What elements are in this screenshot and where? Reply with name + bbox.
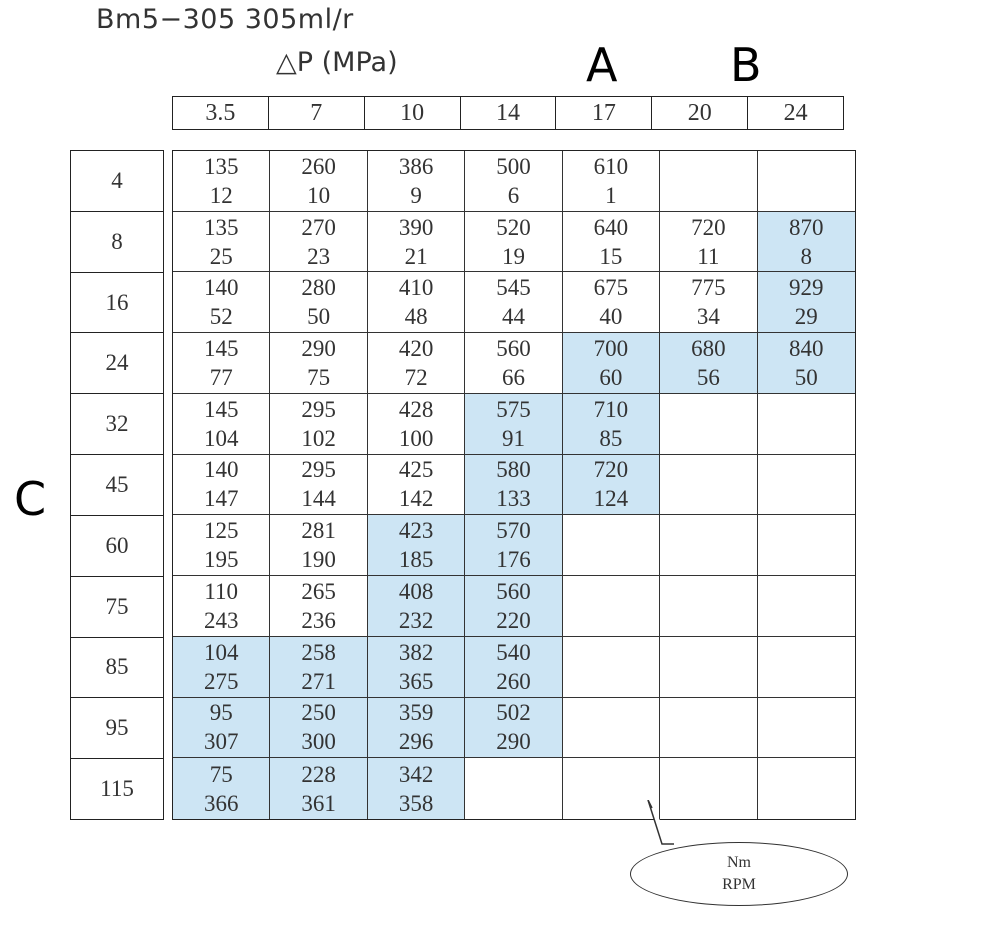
flow-header-cell: 24: [71, 332, 163, 393]
table-cell: [660, 515, 757, 576]
table-cell: [368, 333, 465, 394]
table-cell: [465, 576, 562, 637]
pressure-delta-label: △P (MPa): [276, 47, 398, 78]
table-cell: [173, 272, 270, 333]
table-cell: [563, 576, 660, 637]
table-cell: [368, 394, 465, 455]
speed-value: 85: [599, 425, 623, 451]
torque-value: 140: [203, 457, 239, 483]
speed-value: 365: [398, 668, 434, 694]
torque-value: 290: [301, 336, 336, 362]
table-cell: [173, 151, 270, 212]
table-cell: [270, 576, 367, 637]
torque-value: 720: [593, 457, 629, 483]
table-cell: [660, 212, 757, 273]
torque-value: 135: [203, 153, 239, 179]
table-cell: [660, 698, 757, 759]
marker-a: A: [586, 38, 618, 92]
table-cell: [465, 151, 562, 212]
table-cell: [270, 698, 367, 759]
torque-value: 140: [203, 275, 239, 301]
speed-value: 91: [501, 425, 525, 451]
speed-value: 60: [599, 365, 623, 391]
flow-header-cell: 16: [71, 272, 163, 333]
speed-value: 300: [301, 729, 336, 755]
speed-value: 50: [307, 304, 331, 330]
table-cell: [465, 455, 562, 516]
speed-value: 52: [209, 304, 233, 330]
torque-value: 520: [496, 214, 531, 240]
speed-value: 271: [301, 668, 336, 694]
table-cell: [368, 758, 465, 819]
speed-value: 40: [599, 304, 623, 330]
table-cell: [173, 758, 270, 819]
flow-header-cell: 75: [71, 576, 163, 637]
units-callout: [630, 842, 848, 906]
speed-value: 260: [496, 668, 531, 694]
table-cell: [368, 698, 465, 759]
speed-value: 361: [301, 790, 336, 816]
torque-value: 420: [398, 336, 434, 362]
speed-value: 48: [404, 304, 428, 330]
model-title: Bm5−305 305ml/r: [96, 4, 354, 35]
table-cell: [270, 272, 367, 333]
table-cell: [563, 333, 660, 394]
speed-value: 104: [203, 425, 239, 451]
torque-value: 675: [593, 275, 629, 301]
speed-value: 133: [496, 486, 531, 512]
torque-value: 260: [301, 153, 336, 179]
table-cell: [270, 455, 367, 516]
speed-value: 307: [203, 729, 239, 755]
torque-value: 250: [301, 700, 336, 726]
table-cell: [173, 637, 270, 698]
table-cell: [368, 151, 465, 212]
torque-value: 540: [496, 639, 531, 665]
flow-header-cell: 85: [71, 637, 163, 698]
speed-value: 66: [501, 365, 525, 391]
table-cell: [660, 333, 757, 394]
torque-value: 570: [496, 518, 531, 544]
pressure-header-cell: 20: [651, 97, 747, 129]
table-cell: [758, 758, 855, 819]
torque-value: 610: [593, 153, 629, 179]
table-cell: [758, 272, 855, 333]
table-cell: [368, 576, 465, 637]
units-torque: Nm: [727, 854, 751, 871]
table-cell: [758, 151, 855, 212]
table-cell: [758, 212, 855, 273]
torque-value: 710: [593, 396, 629, 422]
table-cell: [173, 212, 270, 273]
table-cell: [660, 394, 757, 455]
speed-value: 124: [593, 486, 629, 512]
torque-value: 423: [398, 518, 434, 544]
table-cell: [173, 333, 270, 394]
table-cell: [758, 333, 855, 394]
torque-value: 295: [301, 457, 336, 483]
table-cell: [563, 212, 660, 273]
torque-value: 425: [398, 457, 434, 483]
speed-value: 11: [697, 243, 720, 269]
table-cell: [173, 455, 270, 516]
table-cell: [563, 272, 660, 333]
speed-value: 243: [203, 607, 239, 633]
table-cell: [465, 698, 562, 759]
table-cell: [660, 637, 757, 698]
table-cell: [758, 455, 855, 516]
table-cell: [270, 394, 367, 455]
speed-value: 44: [501, 304, 525, 330]
table-cell: [270, 637, 367, 698]
speed-value: 9: [410, 182, 422, 208]
torque-value: 700: [593, 336, 629, 362]
speed-value: 77: [209, 365, 233, 391]
torque-value: 386: [398, 153, 434, 179]
speed-value: 102: [301, 425, 336, 451]
speed-value: 366: [203, 790, 239, 816]
torque-value: 135: [203, 214, 239, 240]
speed-value: 195: [203, 547, 239, 573]
table-cell: [563, 151, 660, 212]
table-cell: [368, 272, 465, 333]
table-cell: [758, 637, 855, 698]
speed-value: 142: [398, 486, 434, 512]
speed-value: 176: [496, 547, 531, 573]
pressure-header-cell: 7: [268, 97, 364, 129]
speed-value: 25: [209, 243, 233, 269]
speed-value: 232: [398, 607, 434, 633]
table-cell: [270, 515, 367, 576]
speed-value: 34: [696, 304, 720, 330]
table-cell: [465, 272, 562, 333]
flow-header-cell: 95: [71, 697, 163, 758]
torque-value: 580: [496, 457, 531, 483]
table-cell: [173, 515, 270, 576]
table-cell: [173, 394, 270, 455]
flow-header-cell: 8: [71, 211, 163, 272]
table-cell: [368, 455, 465, 516]
speed-value: 12: [209, 182, 233, 208]
table-cell: [173, 698, 270, 759]
speed-value: 50: [794, 365, 818, 391]
torque-value: 775: [691, 275, 726, 301]
table-cell: [465, 333, 562, 394]
speed-value: 220: [496, 607, 531, 633]
table-cell: [465, 212, 562, 273]
speed-value: 358: [398, 790, 434, 816]
torque-value: 104: [203, 639, 239, 665]
speed-value: 1: [605, 182, 617, 208]
flow-header-cell: 32: [71, 393, 163, 454]
table-cell: [270, 212, 367, 273]
table-cell: [368, 637, 465, 698]
speed-value: 100: [398, 425, 434, 451]
table-cell: [270, 151, 367, 212]
torque-value: 145: [203, 336, 239, 362]
torque-value: 228: [301, 761, 336, 787]
table-cell: [173, 576, 270, 637]
speed-value: 29: [794, 304, 818, 330]
pressure-header-cell: 10: [364, 97, 460, 129]
pressure-header-cell: 14: [460, 97, 556, 129]
speed-value: 147: [203, 486, 239, 512]
table-cell: [758, 515, 855, 576]
flow-header-cell: 115: [71, 758, 163, 819]
speed-value: 75: [307, 365, 331, 391]
torque-value: 575: [496, 396, 531, 422]
table-cell: [270, 758, 367, 819]
speed-value: 296: [398, 729, 434, 755]
torque-value: 560: [496, 578, 531, 604]
speed-value: 8: [800, 243, 813, 269]
speed-value: 144: [301, 486, 336, 512]
torque-value: 295: [301, 396, 336, 422]
table-cell: [563, 455, 660, 516]
torque-value: 382: [398, 639, 434, 665]
speed-value: 236: [301, 607, 336, 633]
torque-value: 265: [301, 578, 336, 604]
torque-value: 125: [203, 518, 239, 544]
torque-value: 502: [496, 700, 531, 726]
table-cell: [758, 576, 855, 637]
torque-value: 359: [398, 700, 434, 726]
torque-value: 870: [789, 214, 824, 240]
torque-value: 270: [301, 214, 336, 240]
pressure-header-cell: 3.5: [205, 99, 236, 126]
torque-value: 680: [691, 336, 726, 362]
torque-value: 640: [593, 214, 629, 240]
table-cell: [660, 576, 757, 637]
speed-value: 185: [398, 547, 434, 573]
torque-speed-grid: [172, 150, 856, 820]
torque-value: 929: [789, 275, 824, 301]
units-speed: RPM: [722, 876, 756, 893]
torque-value: 95: [209, 700, 233, 726]
torque-value: 500: [496, 153, 531, 179]
torque-value: 720: [691, 214, 726, 240]
torque-value: 408: [398, 578, 434, 604]
table-cell: [563, 698, 660, 759]
flow-header-cell: 4: [111, 167, 123, 193]
speed-value: 19: [501, 243, 525, 269]
speed-value: 56: [696, 365, 720, 391]
table-cell: [465, 515, 562, 576]
torque-value: 280: [301, 275, 336, 301]
table-cell: [563, 637, 660, 698]
table-cell: [465, 394, 562, 455]
pressure-header-cell: 24: [747, 97, 843, 129]
marker-b: B: [730, 38, 762, 92]
torque-value: 281: [301, 518, 336, 544]
torque-value: 545: [496, 275, 531, 301]
speed-value: 72: [404, 365, 428, 391]
torque-value: 145: [203, 396, 239, 422]
pressure-header-cell: 17: [555, 97, 651, 129]
speed-value: 21: [404, 243, 428, 269]
table-cell: [368, 515, 465, 576]
torque-value: 75: [209, 761, 233, 787]
speed-value: 190: [301, 547, 336, 573]
table-cell: [660, 272, 757, 333]
torque-value: 410: [398, 275, 434, 301]
marker-c: C: [14, 472, 47, 526]
speed-value: 15: [599, 243, 623, 269]
flow-header-column: [70, 150, 164, 820]
table-cell: [465, 637, 562, 698]
torque-value: 428: [398, 396, 434, 422]
flow-header-cell: 45: [71, 454, 163, 515]
speed-value: 275: [203, 668, 239, 694]
table-cell: [758, 394, 855, 455]
table-cell: [660, 455, 757, 516]
torque-value: 840: [789, 336, 824, 362]
speed-value: 290: [496, 729, 531, 755]
speed-value: 10: [307, 182, 331, 208]
torque-value: 390: [398, 214, 434, 240]
flow-header-cell: 60: [71, 515, 163, 576]
table-cell: [465, 758, 562, 819]
pressure-header-row: [172, 96, 844, 130]
table-cell: [563, 515, 660, 576]
table-cell: [563, 394, 660, 455]
torque-value: 110: [204, 578, 239, 604]
table-cell: [758, 698, 855, 759]
torque-value: 560: [496, 336, 531, 362]
speed-value: 6: [507, 182, 520, 208]
table-cell: [270, 333, 367, 394]
torque-value: 342: [398, 761, 434, 787]
torque-value: 258: [301, 639, 336, 665]
table-cell: [368, 212, 465, 273]
table-cell: [660, 151, 757, 212]
speed-value: 23: [307, 243, 331, 269]
